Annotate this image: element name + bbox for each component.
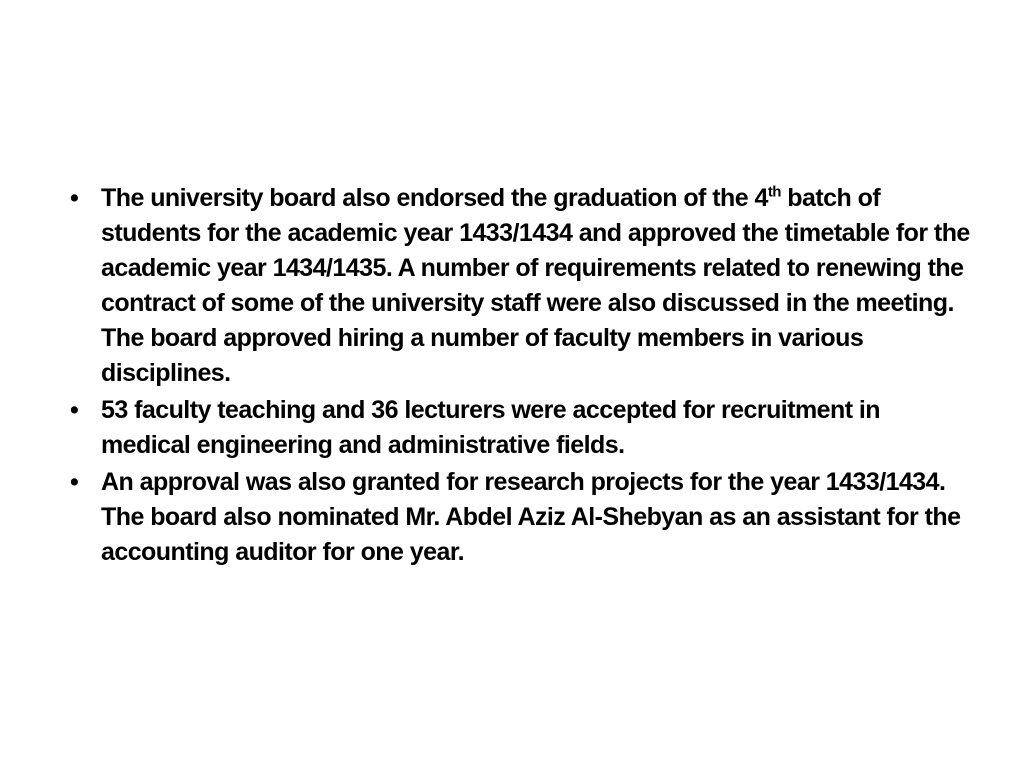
bullet-text-1-part-2: batch of students for the academic year 1433/1434 and approved the timetable for the academic year 1434/1435. A number of requirements related to renewing the contract of some of the university staff were also discussed in the meeting. The board approved hiring a number of faculty members in various disciplines. bbox=[101, 184, 970, 387]
bullet-icon: • bbox=[70, 184, 79, 212]
bullet-item-1 bbox=[60, 181, 972, 391]
bullet-icon: • bbox=[70, 468, 79, 496]
bullet-icon: • bbox=[70, 396, 79, 424]
bullet-text-2: 53 faculty teaching and 36 lecturers were accepted for recruitment in medical engineering and administrative fields. bbox=[101, 396, 881, 459]
bullet-list bbox=[60, 181, 972, 572]
bullet-text-3: An approval was also granted for research projects for the year 1433/1434. The board also nominated Mr. Abdel Aziz Al-Shebyan as an assistant for the accounting auditor for one year. bbox=[101, 468, 961, 566]
bullet-item-2 bbox=[60, 393, 972, 463]
ordinal-superscript: th bbox=[767, 183, 781, 201]
bullet-text-1-part-1: The university board also endorsed the graduation of the 4 bbox=[101, 184, 768, 212]
bullet-item-3 bbox=[60, 465, 972, 570]
